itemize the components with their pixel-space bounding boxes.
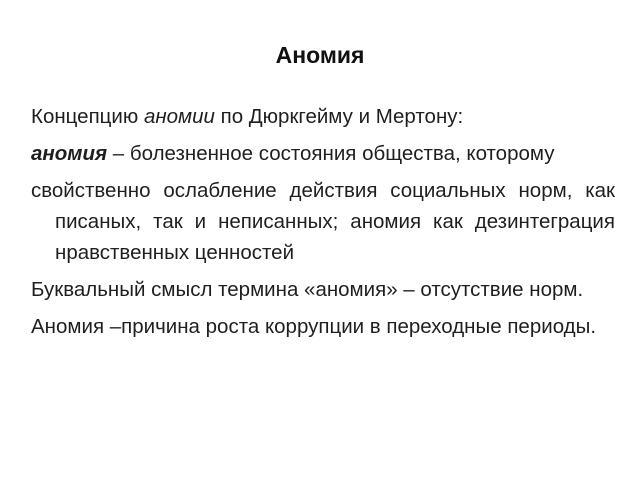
definition-text: – болезненное состояния общества, которому [107, 142, 555, 165]
slide-title: Аномия [275, 42, 365, 68]
paragraph-concept-emphasis: аномии [143, 105, 215, 128]
paragraph-definition [31, 138, 615, 169]
paragraph-corruption: Аномия –причина роста коррупции в переходные периоды. [31, 315, 597, 338]
definition-term: аномия [31, 142, 108, 165]
paragraph-concept-before: Концепцию [31, 105, 144, 128]
paragraph-weakening: свойственно ослабление действия социальных норм, как писаных, так и неписанных; аномия как дезинтеграция нравственных ценностей [31, 179, 615, 264]
paragraph-concept [31, 101, 615, 132]
paragraph-literal-meaning: Буквальный смысл термина «аномия» – отсутствие норм. [31, 278, 584, 301]
slide-body [31, 101, 615, 348]
paragraph-concept-after: по Дюркгейму и Мертону: [214, 105, 464, 128]
